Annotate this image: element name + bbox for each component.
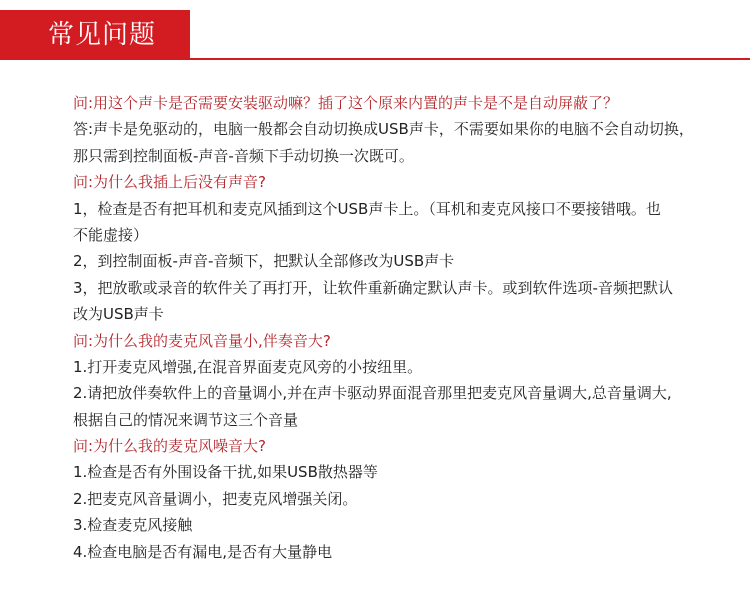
answer-line: 1，检查是否有把耳机和麦克风插到这个USB声卡上。（耳机和麦克风接口不要接错哦。也	[73, 199, 661, 218]
page-title: 常见问题	[48, 20, 157, 50]
answer-line: 1.检查是否有外围设备干扰,如果USB散热器等	[73, 463, 378, 482]
answer-line: 3.检查麦克风接触	[73, 516, 193, 535]
question-line: 问:为什么我的麦克风噪音大?	[73, 437, 267, 456]
answer-line: 那只需到控制面板-声音-音频下手动切换一次既可。	[73, 146, 414, 165]
answer-line: 3，把放歌或录音的软件关了再打开，让软件重新确定默认声卡。或到软件选项-音频把默认	[73, 278, 673, 297]
faq-content	[73, 90, 713, 565]
answer-line: 4.检查电脑是否有漏电,是否有大量静电	[73, 542, 333, 561]
faq-header	[0, 0, 750, 60]
answer-line: 根据自己的情况来调节这三个音量	[73, 410, 299, 429]
answer-line: 答:声卡是免驱动的，电脑一般都会自动切换成USB声卡，不需要如果你的电脑不会自动切换，	[73, 120, 694, 139]
answer-line: 1.打开麦克风增强,在混音界面麦克风旁的小按纽里。	[73, 357, 423, 376]
header-divider	[0, 58, 750, 60]
answer-line: 改为USB声卡	[73, 305, 164, 324]
question-line: 问:用这个声卡是否需要安装驱动嘛？插了这个原来内置的声卡是不是自动屏蔽了？	[73, 94, 619, 112]
answer-line: 2，到控制面板-声音-音频下，把默认全部修改为USB声卡	[73, 252, 455, 271]
question-line: 问:为什么我插上后没有声音?	[73, 173, 267, 192]
answer-line: 2.把麦克风音量调小，把麦克风增强关闭。	[73, 489, 358, 508]
question-line: 问:为什么我的麦克风音量小,伴奏音大?	[73, 331, 331, 350]
answer-line: 2.请把放伴奏软件上的音量调小,并在声卡驱动界面混音那里把麦克风音量调大,总音量调大,	[73, 384, 672, 403]
answer-line: 不能虚接）	[73, 225, 149, 244]
